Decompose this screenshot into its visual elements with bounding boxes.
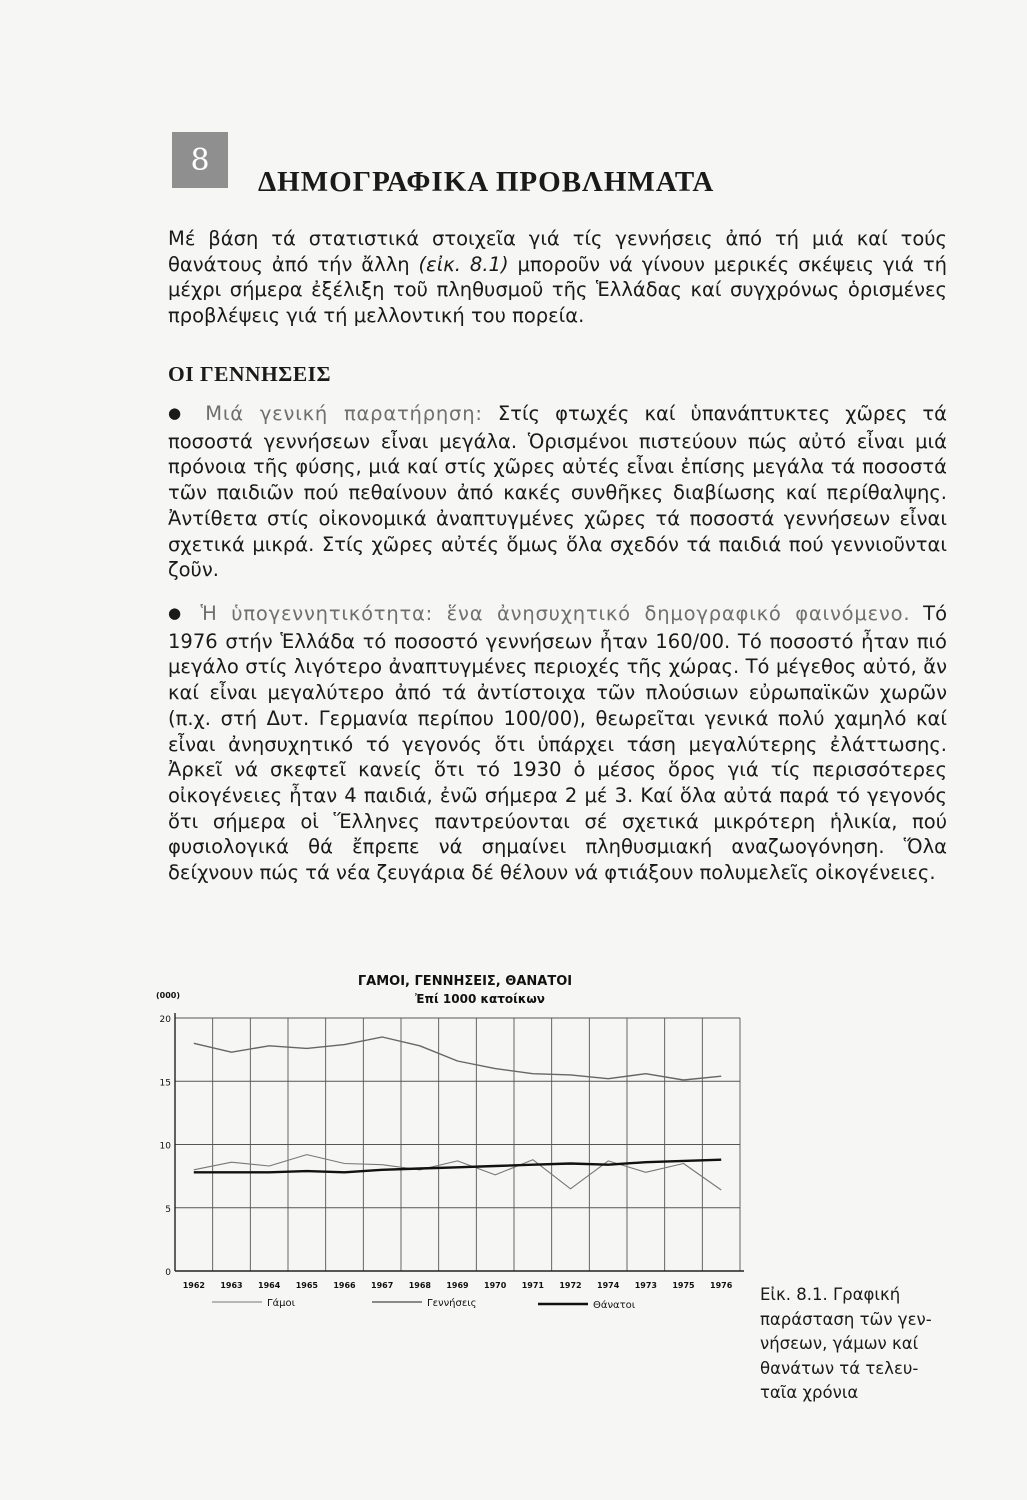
paragraph-text: Τό 1976 στήν Ἑλλάδα τό ποσοστό γεννήσεων ἦταν 16 [168, 602, 948, 653]
x-tick-label: 1975 [672, 1281, 695, 1290]
chapter-title: ΔΗΜΟΓΡΑΦΙΚΑ ΠΡΟΒΛΗΜΑΤΑ [258, 166, 715, 198]
x-tick-label: 1968 [408, 1281, 431, 1290]
x-tick-label: 1971 [521, 1281, 544, 1290]
x-tick-label: 1962 [182, 1281, 205, 1290]
x-tick-label: 1966 [333, 1281, 356, 1290]
caption-line: Εἰκ. 8.1. Γραφική [760, 1285, 901, 1304]
chapter-number-badge [172, 132, 228, 188]
x-tick-label: 1970 [484, 1281, 507, 1290]
figure-caption [760, 1283, 936, 1406]
y-tick-label: 0 [165, 1268, 171, 1278]
chart-title: ΓΑΜΟΙ, ΓΕΝΝΗΣΕΙΣ, ΘΑΝΑΤΟΙ [357, 974, 573, 989]
intro-text-end: μποροῦν νά γίνουν μερικές σκέψεις γιά τή μέχρι σήμερα ἐξέλιξη τοῦ πληθυσμοῦ τῆς Ἑλλάδας καί συγχρόνως ὁρισμένες προβλέψεις γιά τή μελλοντική του πορεία. [168, 252, 947, 328]
series-line-light [194, 1037, 721, 1080]
intro-paragraph [168, 226, 947, 329]
paragraph-lead: Ἡ ὑπογεννητικότητα: ἕνα ἀνησυχητικό δημογραφικό φαινόμενο. [200, 602, 911, 625]
paragraph-lead: Μιά γενική παρατήρηση: [205, 402, 483, 425]
x-tick-label: 1973 [634, 1281, 657, 1290]
caption-line: θανάτων τά τελευ- [760, 1358, 919, 1378]
chart-subtitle: Ἐπί 1000 κατοίκων [415, 992, 545, 1006]
chart-container [150, 968, 750, 1322]
x-tick-label: 1974 [597, 1281, 620, 1290]
chapter-number: 8 [190, 142, 210, 178]
paragraph-text: Στίς φτωχές καί ὑπανάπτυκτες χῶρες τά ποσοστά γεννήσεων εἶναι μεγάλα. Ὁρισμένοι πιστεύουν πώς αὐτό εἶναι μιά πρόνοια τῆς φύσης, μιά καί στίς χῶρες αὐτές εἶναι ἐπίσης μεγάλα τά ποσοστά τῶν παιδιῶν πού πεθαίνουν ἀπό κακές συνθῆκες διαβίωσης καί περίθαλψης. Ἀντίθετα στίς οἰκονομικά ἀναπτυγμένες χῶρες τά ποσοστά γεννήσεων εἶναι σχετικά μικρά. Στίς χῶρες αὐτές ὅμως ὅλα σχεδόν τά παιδιά πού γεννιοῦνται ζοῦν. [168, 402, 948, 582]
intro-text-start: Μέ βάση τά στατιστικά στοιχεῖα γιά τίς γεννήσεις ἀπό τή μιά καί τούς θανάτους ἀπό τήν ἄλλη [168, 227, 947, 276]
permille-unit: 0/00 [528, 706, 573, 730]
x-tick-label: 1964 [258, 1281, 281, 1290]
y-tick-label: 5 [165, 1204, 171, 1215]
x-tick-label: 1969 [446, 1281, 469, 1290]
legend-label: Γεννήσεις [427, 1298, 477, 1309]
line-chart [150, 968, 750, 1318]
legend-label: Γάμοι [267, 1298, 296, 1309]
series-line-bold [194, 1160, 721, 1173]
x-tick-label: 1965 [295, 1281, 318, 1290]
paragraph-low-birthrate [168, 601, 947, 886]
caption-line: ταῖα χρόνια [760, 1383, 859, 1402]
x-tick-label: 1963 [220, 1281, 243, 1290]
bullet-icon: ● [168, 604, 188, 622]
x-tick-label: 1976 [710, 1281, 733, 1290]
legend-label: Θάνατοι [593, 1300, 636, 1311]
x-tick-label: 1972 [559, 1281, 582, 1290]
y-tick-label: 15 [159, 1078, 171, 1089]
paragraph-general-observation [168, 401, 947, 583]
caption-line: νήσεων, γάμων καί [760, 1334, 919, 1353]
section-heading: ΟΙ ΓΕΝΝΗΣΕΙΣ [168, 362, 332, 386]
paragraph-text: . Τό ποσοστό ἦταν πιό μεγάλο στίς λιγότερο ἀναπτυγμένες περιοχές τῆς χώρας. Τό μέγεθος αὐτό, ἄν καί εἶναι μεγαλύτερο ἀπό τά ἀντίστοιχα τῶν πλούσιων εὐρωπαϊκῶν χωρῶν (π.χ. στή Δυτ. Γερμανία περίπου 10 [168, 629, 947, 730]
bullet-icon: ● [168, 404, 191, 422]
paragraph-text: ), θεωρεῖται γενικά πολύ χαμηλό καί εἶναι ἀνησυχητικό τό γεγονός ὅτι ὑπάρχει τάση μεγαλύτερης ἐλάττωσης. Ἀρκεῖ νά σκεφτεῖ κανείς ὅτι τό 1930 ὁ μέσος ὅρος γιά τίς περισσότερες οἰκογένειες ἦταν 4 παιδιά, ἐνῶ σήμερα 2 μέ 3. Καί ὅλα αὐτά παρά τό γεγονός ὅτι σήμερα οἱ Ἕλληνες παντρεύονται σέ σχετικά μικρότερη ἡλικία, πού φυσιολογικά θά ἔπρεπε νά σημαίνει πληθυσμιακή αναζωογόνηση. Ὅλα δείχνουν πώς τά νέα ζευγάρια δέ θέλουν νά φτιάξουν πολυμελεῖς οἰκογένειες. [168, 706, 947, 885]
figure-reference: (εἰκ. 8.1) [418, 252, 509, 276]
permille-unit: 0/00 [680, 629, 724, 653]
caption-line: παράσταση τῶν γεν- [760, 1309, 932, 1329]
x-tick-label: 1967 [371, 1281, 394, 1290]
y-tick-label: 20 [159, 1015, 171, 1025]
y-tick-label: 10 [159, 1141, 171, 1152]
y-axis-unit-label: (000) [156, 991, 181, 1000]
